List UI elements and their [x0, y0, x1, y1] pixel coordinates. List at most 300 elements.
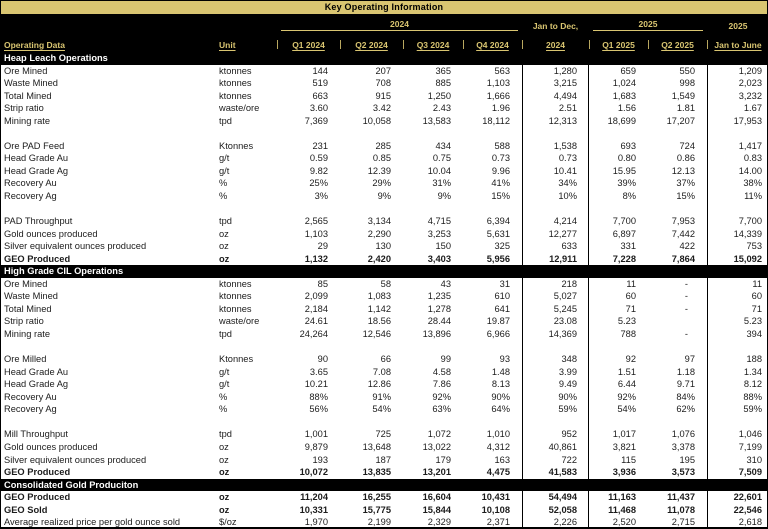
cell-jan-dec-2024: 0.73: [522, 152, 589, 165]
cell-q2-2024: 15,775: [362, 504, 391, 515]
header-q2-2025: Q2 2025: [648, 33, 707, 52]
cell-q2-2025: 2,715: [671, 517, 695, 528]
cell-jan-dec-2024: 10%: [522, 190, 589, 203]
cell-q2-2025: 37%: [676, 178, 695, 189]
row-unit: g/t: [219, 153, 230, 164]
cell-jan-dec-2024: 12,313: [522, 115, 589, 128]
cell-q1-2024: 193: [312, 454, 328, 465]
cell-jan-june-2025: 14.00: [707, 165, 768, 178]
cell-q3-2024: [403, 416, 463, 429]
section-header: [1, 479, 767, 492]
cell-q2-2025: [648, 203, 707, 216]
cell-q1-2024: 10,331: [299, 504, 328, 515]
cell-jan-dec-2024: 59%: [522, 403, 589, 416]
cell-q1-2024: 1,132: [304, 253, 328, 264]
cell-q3-2024: 31%: [432, 178, 451, 189]
cell-q2-2025: 7,864: [671, 253, 695, 264]
cell-q2-2024: 18.56: [367, 316, 391, 327]
row-unit: %: [219, 191, 228, 202]
row-unit: oz: [219, 492, 230, 503]
row-label: Recovery Ag: [4, 404, 57, 415]
cell-q4-2024: 4,312: [486, 441, 510, 452]
table-row: [1, 77, 767, 90]
cell-q1-2025: 1,683: [612, 90, 636, 101]
cell-jan-dec-2024: 952: [522, 428, 589, 441]
cell-q4-2024: 10,108: [481, 504, 510, 515]
header-operating-data: Operating Data: [4, 40, 65, 50]
cell-q2-2024: 2,199: [367, 517, 391, 528]
header-group-2025: 2025: [589, 14, 707, 33]
header-jan-dec-line1: Jan to Dec,: [532, 21, 579, 31]
row-label: Waste Mined: [4, 291, 58, 302]
cell-q1-2024: 2,184: [304, 303, 328, 314]
cell-q2-2024: 16,255: [362, 492, 391, 503]
row-label: [1, 203, 214, 216]
table-row: [1, 215, 767, 228]
header-jan-june-line2: Jan to June: [707, 33, 768, 52]
cell-q1-2025: 115: [621, 454, 636, 465]
table-title: Key Operating Information: [1, 1, 767, 14]
cell-q4-2024: 93: [499, 354, 510, 365]
cell-q1-2025: 71: [625, 303, 636, 314]
cell-q1-2024: [277, 341, 340, 354]
table-row: [1, 341, 767, 354]
row-unit: tpd: [219, 329, 232, 340]
cell-q2-2024: 207: [375, 65, 391, 76]
cell-q1-2024: 3%: [314, 191, 328, 202]
cell-q2-2025: 62%: [676, 404, 695, 415]
row-unit: oz: [219, 454, 229, 465]
cell-q1-2025: 0.80: [617, 153, 636, 164]
row-label: Ore PAD Feed: [4, 140, 65, 151]
cell-q2-2025: [648, 127, 707, 140]
cell-q1-2025: 788: [620, 329, 636, 340]
cell-q4-2024: 64%: [491, 404, 510, 415]
row-label: Recovery Au: [4, 178, 57, 189]
row-unit: g/t: [219, 165, 230, 176]
cell-q3-2024: 13,583: [422, 115, 451, 126]
table-row: [1, 177, 767, 190]
row-unit: g/t: [219, 379, 230, 390]
row-label: Average realized price per gold ounce sold: [4, 517, 181, 528]
cell-q2-2024: [340, 203, 403, 216]
cell-q1-2024: 519: [312, 78, 328, 89]
cell-q4-2024: 163: [494, 454, 510, 465]
table-row: [1, 428, 767, 441]
cell-q1-2025: 6,897: [612, 228, 636, 239]
cell-q3-2024: 16,604: [422, 492, 451, 503]
cell-q4-2024: 1,103: [486, 78, 510, 89]
cell-q4-2024: 325: [494, 241, 510, 252]
table-row: [1, 366, 767, 379]
table-row: [1, 90, 767, 103]
row-label: Head Grade Ag: [4, 379, 69, 390]
cell-q2-2025: 7,442: [671, 228, 695, 239]
cell-jan-june-2025: 7,199: [707, 441, 768, 454]
cell-q3-2024: [403, 127, 463, 140]
cell-q4-2024: 2,371: [486, 517, 510, 528]
cell-jan-june-2025: [707, 416, 768, 429]
cell-q3-2024: 2,329: [427, 517, 451, 528]
cell-jan-june-2025: 88%: [707, 391, 768, 404]
cell-jan-june-2025: 1.67: [707, 102, 768, 115]
cell-jan-june-2025: 1,209: [707, 65, 768, 78]
row-label: Strip ratio: [4, 103, 44, 114]
section-header: [1, 52, 767, 65]
cell-q1-2025: 60: [625, 291, 636, 302]
cell-q3-2024: 434: [435, 140, 451, 151]
table-row: [1, 190, 767, 203]
cell-q2-2025: 724: [679, 140, 695, 151]
cell-q2-2024: 12.86: [367, 379, 391, 390]
table-row: [1, 491, 767, 504]
row-label: Head Grade Au: [4, 153, 69, 164]
cell-q1-2024: 1,970: [304, 517, 328, 528]
cell-q4-2024: 90%: [491, 391, 510, 402]
row-unit: tpd: [219, 429, 232, 440]
cell-q1-2025: 92%: [617, 391, 636, 402]
cell-q1-2025: 7,700: [612, 216, 636, 227]
row-unit: ktonnes: [219, 65, 252, 76]
header-q2-2024: Q2 2024: [340, 33, 403, 52]
cell-q2-2025: [648, 315, 707, 328]
cell-q1-2024: 144: [312, 65, 328, 76]
cell-q1-2024: 56%: [309, 404, 328, 415]
row-label: Mining rate: [4, 115, 50, 126]
row-unit: oz: [219, 504, 230, 515]
cell-q1-2024: [277, 416, 340, 429]
cell-q1-2024: 663: [312, 90, 328, 101]
row-label: Total Mined: [4, 90, 52, 101]
table-row: [1, 228, 767, 241]
cell-jan-june-2025: 60: [707, 290, 768, 303]
cell-q1-2025: 39%: [617, 178, 636, 189]
cell-q1-2024: [277, 203, 340, 216]
cell-q2-2024: 12.39: [367, 165, 391, 176]
cell-q2-2025: 195: [679, 454, 695, 465]
cell-q3-2024: 7.86: [432, 379, 451, 390]
row-label: [1, 416, 214, 429]
cell-jan-june-2025: [707, 203, 768, 216]
cell-q2-2024: 7.08: [372, 366, 391, 377]
cell-jan-june-2025: 188: [707, 353, 768, 366]
cell-jan-june-2025: 5.23: [707, 315, 768, 328]
cell-jan-dec-2024: 5,245: [522, 303, 589, 316]
cell-jan-dec-2024: 40,861: [522, 441, 589, 454]
cell-q2-2025: 12.13: [671, 165, 695, 176]
row-label: Ore Milled: [4, 354, 47, 365]
cell-q1-2025: [589, 127, 648, 140]
header-q1-2024: Q1 2024: [277, 33, 340, 52]
cell-q2-2025: 97: [684, 354, 695, 365]
cell-q1-2024: 24.61: [304, 316, 328, 327]
cell-q4-2024: 0.73: [491, 153, 510, 164]
cell-q2-2024: 187: [375, 454, 391, 465]
cell-q1-2024: 25%: [309, 178, 328, 189]
table-row: [1, 115, 767, 128]
cell-jan-june-2025: 59%: [707, 403, 768, 416]
cell-q1-2025: 92: [625, 354, 636, 365]
cell-jan-june-2025: 1.34: [707, 366, 768, 379]
cell-jan-june-2025: 3,232: [707, 90, 768, 103]
cell-jan-dec-2024: [522, 203, 589, 216]
cell-q2-2025: 1.18: [676, 366, 695, 377]
row-unit: oz: [219, 467, 230, 478]
cell-q3-2024: [403, 203, 463, 216]
header-jan-june-line1: 2025: [728, 21, 748, 31]
cell-q1-2024: 1,103: [304, 228, 328, 239]
cell-q1-2024: 3.65: [309, 366, 328, 377]
cell-q4-2024: 8.13: [491, 379, 510, 390]
cell-q2-2024: 285: [375, 140, 391, 151]
cell-q4-2024: 10,431: [481, 492, 510, 503]
row-label: Gold ounces produced: [4, 441, 98, 452]
cell-q1-2025: 3,936: [612, 467, 636, 478]
row-unit: Ktonnes: [219, 140, 254, 151]
table-row: [1, 378, 767, 391]
cell-q2-2024: 2,420: [367, 253, 391, 264]
row-label: GEO Sold: [4, 504, 48, 515]
table-body: [1, 52, 767, 529]
cell-q2-2024: 3,134: [367, 216, 391, 227]
cell-jan-june-2025: 7,509: [707, 466, 768, 479]
cell-q3-2024: 92%: [432, 391, 451, 402]
row-label: PAD Throughput: [4, 216, 73, 227]
cell-q1-2024: 88%: [309, 391, 328, 402]
row-label: Recovery Ag: [4, 191, 57, 202]
cell-q2-2024: 915: [375, 90, 391, 101]
cell-jan-dec-2024: 1,280: [522, 65, 589, 78]
table-row: [1, 516, 767, 529]
cell-jan-dec-2024: 3.99: [522, 366, 589, 379]
cell-q2-2024: 3.42: [372, 103, 391, 114]
cell-q2-2024: 2,290: [367, 228, 391, 239]
section-label: Heap Leach Operations: [4, 53, 108, 63]
row-label: Silver equivalent ounces produced: [4, 454, 147, 465]
table-row: [1, 466, 767, 479]
cell-q2-2025: 998: [679, 78, 695, 89]
table-row: [1, 127, 767, 140]
cell-jan-june-2025: 17,953: [707, 115, 768, 128]
cell-q4-2024: 19.87: [486, 316, 510, 327]
cell-q3-2024: [403, 341, 463, 354]
cell-q4-2024: [463, 127, 522, 140]
cell-q1-2024: 10.21: [304, 379, 328, 390]
row-unit: ktonnes: [219, 278, 252, 289]
cell-q3-2024: 63%: [432, 404, 451, 415]
table-row: [1, 152, 767, 165]
cell-jan-dec-2024: 34%: [522, 177, 589, 190]
row-unit: ktonnes: [219, 291, 252, 302]
cell-q1-2024: 231: [312, 140, 328, 151]
cell-q3-2024: 43: [440, 278, 451, 289]
cell-q2-2024: 725: [375, 429, 391, 440]
row-label: Silver equivalent ounces produced: [4, 241, 147, 252]
cell-q1-2025: 1,024: [612, 78, 636, 89]
cell-jan-dec-2024: 12,277: [522, 228, 589, 241]
cell-q4-2024: 1,010: [486, 429, 510, 440]
cell-q2-2024: 1,083: [367, 291, 391, 302]
cell-q1-2025: [589, 341, 648, 354]
cell-jan-june-2025: 310: [707, 454, 768, 467]
cell-q1-2024: 85: [317, 278, 328, 289]
row-unit: oz: [219, 441, 229, 452]
table-row: [1, 203, 767, 216]
cell-jan-dec-2024: 2,226: [522, 516, 589, 529]
row-label: Total Mined: [4, 303, 52, 314]
cell-q2-2024: 13,648: [362, 441, 391, 452]
cell-q1-2025: 11,468: [608, 504, 636, 515]
row-unit: [214, 127, 277, 140]
cell-q4-2024: [463, 341, 522, 354]
cell-jan-june-2025: 38%: [707, 177, 768, 190]
cell-jan-june-2025: 1,417: [707, 140, 768, 153]
cell-q4-2024: 563: [494, 65, 510, 76]
header-unit: Unit: [219, 40, 236, 50]
cell-q1-2024: 1,001: [304, 429, 328, 440]
cell-q4-2024: 15%: [491, 191, 510, 202]
cell-q4-2024: 1,666: [486, 90, 510, 101]
header-spacer: [1, 14, 277, 33]
row-unit: tpd: [219, 216, 232, 227]
cell-q2-2024: 130: [375, 241, 391, 252]
cell-q1-2024: 3.60: [309, 103, 328, 114]
cell-q4-2024: 588: [494, 140, 510, 151]
cell-q2-2024: 54%: [372, 404, 391, 415]
row-label: Gold ounces produced: [4, 228, 98, 239]
row-unit: $/oz: [219, 517, 237, 528]
table-row: [1, 65, 767, 78]
cell-q2-2024: 0.85: [372, 153, 391, 164]
cell-q1-2025: 659: [620, 65, 636, 76]
cell-q1-2025: 693: [620, 140, 636, 151]
cell-q2-2025: -: [684, 278, 688, 289]
table-row: [1, 328, 767, 341]
cell-q1-2025: 7,228: [612, 253, 636, 264]
cell-q1-2024: 11,204: [300, 492, 328, 503]
cell-q1-2024: 2,099: [304, 291, 328, 302]
cell-q1-2024: 9.82: [309, 165, 328, 176]
cell-q2-2025: 422: [679, 241, 695, 252]
cell-q2-2025: 15%: [676, 191, 695, 202]
cell-q1-2025: 15.95: [612, 165, 636, 176]
cell-q4-2024: 1.96: [491, 103, 510, 114]
cell-q2-2024: 1,142: [367, 303, 391, 314]
header-q4-2024: Q4 2024: [463, 33, 522, 52]
cell-jan-june-2025: 14,339: [707, 228, 768, 241]
cell-q1-2025: 11,163: [608, 492, 636, 503]
cell-jan-june-2025: 11: [707, 278, 768, 291]
row-label: Mill Throughput: [4, 429, 68, 440]
cell-q2-2024: 58: [380, 278, 391, 289]
header-group-2024: 2024: [277, 14, 522, 33]
cell-jan-june-2025: 0.83: [707, 152, 768, 165]
cell-q1-2025: 6.44: [617, 379, 636, 390]
cell-q4-2024: 6,966: [486, 329, 510, 340]
cell-q2-2025: 84%: [676, 391, 695, 402]
cell-q2-2025: 9.71: [676, 379, 695, 390]
cell-q2-2024: 708: [375, 78, 391, 89]
cell-q1-2024: [277, 127, 340, 140]
section-label: Consolidated Gold Produciton: [4, 479, 139, 490]
cell-jan-dec-2024: [522, 416, 589, 429]
cell-q1-2025: 1.56: [617, 103, 636, 114]
table-row: [1, 140, 767, 153]
cell-jan-dec-2024: 52,058: [522, 504, 589, 517]
row-label: Head Grade Ag: [4, 165, 69, 176]
cell-q4-2024: 610: [494, 291, 510, 302]
cell-jan-dec-2024: 633: [522, 240, 589, 253]
cell-jan-dec-2024: 4,494: [522, 90, 589, 103]
table-row: [1, 441, 767, 454]
cell-q3-2024: 1,278: [427, 303, 451, 314]
cell-q2-2024: [340, 341, 403, 354]
table-row: [1, 290, 767, 303]
cell-jan-dec-2024: [522, 341, 589, 354]
cell-q2-2024: 9%: [377, 191, 391, 202]
row-unit: waste/ore: [219, 316, 260, 327]
cell-q3-2024: 4.58: [432, 366, 451, 377]
cell-jan-dec-2024: 218: [522, 278, 589, 291]
cell-q3-2024: 365: [435, 65, 451, 76]
cell-q4-2024: 18,112: [482, 115, 510, 126]
cell-q4-2024: 5,631: [486, 228, 510, 239]
row-label: Waste Mined: [4, 78, 58, 89]
row-unit: oz: [219, 241, 229, 252]
row-unit: g/t: [219, 366, 230, 377]
row-label: GEO Produced: [4, 492, 71, 503]
cell-q4-2024: 41%: [491, 178, 510, 189]
cell-jan-dec-2024: [522, 127, 589, 140]
cell-q1-2024: 0.59: [309, 153, 328, 164]
cell-q2-2025: -: [684, 291, 688, 302]
cell-q1-2025: 8%: [622, 191, 636, 202]
header-q1-2025: Q1 2025: [589, 33, 648, 52]
cell-q3-2024: 3,253: [427, 228, 451, 239]
cell-q2-2025: 550: [679, 65, 695, 76]
row-unit: waste/ore: [219, 103, 260, 114]
table-row: [1, 454, 767, 467]
cell-q3-2024: 99: [440, 354, 451, 365]
cell-q2-2025: [648, 341, 707, 354]
cell-jan-june-2025: 22,546: [707, 504, 768, 517]
cell-q1-2025: 5.23: [617, 316, 636, 327]
row-label: Strip ratio: [4, 316, 44, 327]
cell-q2-2025: 11,437: [667, 492, 695, 503]
cell-q1-2024: 7,369: [304, 115, 328, 126]
row-unit: [214, 341, 277, 354]
cell-jan-june-2025: 8.12: [707, 378, 768, 391]
cell-q2-2024: 66: [380, 354, 391, 365]
section-header: [1, 265, 767, 278]
cell-q4-2024: [463, 203, 522, 216]
table-row: [1, 403, 767, 416]
cell-q1-2025: [589, 203, 648, 216]
cell-q1-2024: 29: [317, 241, 328, 252]
cell-jan-dec-2024: 10.41: [522, 165, 589, 178]
cell-jan-dec-2024: 5,027: [522, 290, 589, 303]
row-unit: ktonnes: [219, 303, 252, 314]
cell-jan-june-2025: 753: [707, 240, 768, 253]
cell-q2-2025: [648, 416, 707, 429]
table-row: [1, 315, 767, 328]
cell-q1-2025: 331: [620, 241, 636, 252]
row-unit: %: [219, 391, 228, 402]
cell-jan-dec-2024: 348: [522, 353, 589, 366]
table-row: [1, 504, 767, 517]
header-q3-2024: Q3 2024: [403, 33, 463, 52]
section-label: High Grade CIL Operations: [4, 266, 124, 277]
